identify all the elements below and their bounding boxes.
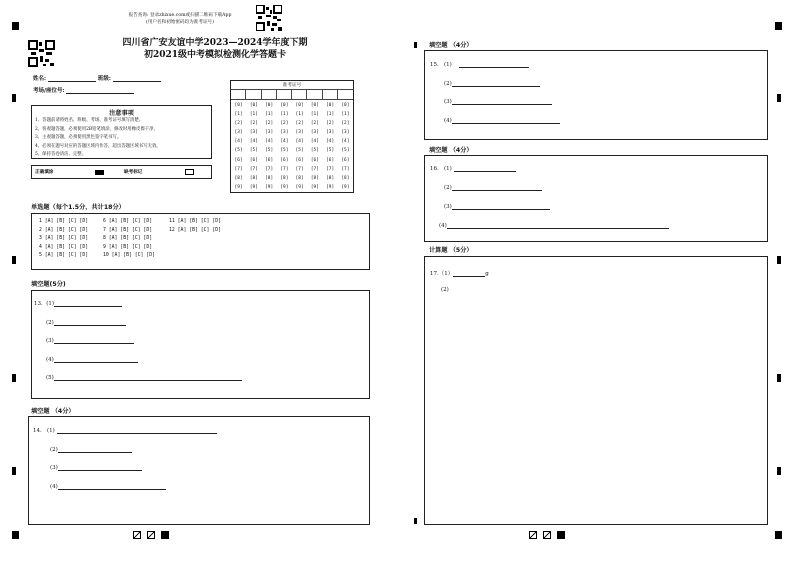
exam-number-digit-bubble[interactable]: [1]: [326, 112, 335, 118]
exam-number-digit-bubble[interactable]: [7]: [280, 166, 289, 172]
student-info-row-2: 考场/座位号:: [33, 86, 134, 94]
exam-number-digit-bubble[interactable]: [2]: [310, 121, 319, 127]
q15-part-2: (2): [444, 81, 540, 87]
exam-number-digit-bubble[interactable]: [2]: [249, 121, 258, 127]
exam-number-write-cell[interactable]: [338, 90, 353, 100]
exam-number-digit-bubble[interactable]: [4]: [341, 139, 350, 145]
q14-part-1: 14. (1): [33, 428, 217, 434]
exam-number-digit-bubble[interactable]: [5]: [326, 148, 335, 154]
exam-number-digit-bubble[interactable]: [3]: [234, 130, 243, 136]
footer-page-mark: [147, 531, 155, 539]
choice-row[interactable]: 6 [A] [B] [C] [D]: [103, 219, 153, 224]
exam-number-digit-bubble[interactable]: [6]: [249, 157, 258, 163]
q14-answer-2[interactable]: [58, 447, 132, 453]
choice-row[interactable]: 11 [A] [B] [C] [D]: [169, 219, 221, 224]
choice-row[interactable]: 5 [A] [B] [C] [D]: [39, 253, 89, 259]
q16-answer-box: [424, 155, 768, 242]
exam-number-column: [292, 101, 307, 192]
exam-number-column: [262, 101, 277, 192]
footer-page-mark: [161, 531, 169, 539]
notice-list: 1、答题前请将姓名、班级、考场、准考证号填写清楚。 2、客观题答题，必须使用2B铅笔填涂，修改时用橡皮擦干净。 3、主观题答题，必须使用黑色签字笔书写。 4、必须在题号对应的答题区域内作答，超出答题区域书写无效。 5、保持答卷清洁、完整。: [35, 118, 161, 158]
exam-number-digit-bubble[interactable]: [4]: [234, 139, 243, 145]
name-field[interactable]: [48, 76, 96, 82]
q15-part-1: 15. (1): [430, 62, 529, 68]
exam-number-column: [231, 101, 246, 192]
exam-number-digit-bubble[interactable]: [8]: [280, 175, 289, 181]
exam-number-digit-bubble[interactable]: [0]: [341, 103, 350, 108]
exam-number-digit-bubble[interactable]: [2]: [234, 121, 243, 127]
choice-column-1: [39, 218, 88, 261]
exam-number-digit-bubble[interactable]: [0]: [326, 103, 335, 108]
exam-number-digit-bubble[interactable]: [6]: [341, 157, 350, 163]
position-mark: [414, 518, 417, 524]
q17-answer-box: [424, 256, 768, 525]
exam-number-digit-bubble[interactable]: [3]: [265, 130, 274, 136]
q13-part-2: (2): [46, 320, 126, 326]
exam-number-digit-bubble[interactable]: [4]: [280, 139, 289, 145]
q16-answer-1[interactable]: [454, 166, 516, 172]
exam-number-digit-bubble[interactable]: [0]: [280, 103, 289, 108]
q16-part-2: (2): [444, 185, 542, 191]
exam-number-write-cell[interactable]: [323, 90, 338, 100]
exam-number-digit-bubble[interactable]: [9]: [265, 184, 274, 190]
top-notice: 报告查询: 登录zhixue.com或扫描二维码下载App (用户名和初始密码均为准考证号): [128, 13, 232, 25]
exam-number-write-cell[interactable]: [246, 90, 261, 100]
q15-answer-box: [424, 50, 768, 140]
exam-number-digit-bubble[interactable]: [3]: [310, 130, 319, 136]
q13-answer-5[interactable]: [54, 375, 242, 381]
choice-row[interactable]: 3 [A] [B] [C] [D]: [39, 236, 89, 242]
exam-number-digit-bubble[interactable]: [4]: [265, 139, 274, 145]
position-mark: [777, 256, 781, 264]
q16-part-4: (4): [439, 223, 669, 229]
q16-answer-4[interactable]: [447, 223, 669, 229]
exam-number-digit-bubble[interactable]: [3]: [341, 130, 350, 136]
q13-answer-box: [31, 290, 370, 399]
exam-number-column: [338, 101, 353, 192]
exam-number-digit-bubble[interactable]: [0]: [234, 103, 243, 108]
exam-number-grid[interactable]: [231, 101, 353, 192]
q14-part-3: (3): [50, 465, 142, 471]
exam-number-digit-bubble[interactable]: [7]: [234, 166, 243, 172]
exam-number-write-cell[interactable]: [292, 90, 307, 100]
exam-number-write-cell[interactable]: [277, 90, 292, 100]
exam-number-write-cell[interactable]: [231, 90, 246, 100]
q15-answer-4[interactable]: [452, 118, 560, 124]
notice-title: 注意事项: [109, 110, 134, 117]
exam-number-digit-bubble[interactable]: [7]: [310, 166, 319, 172]
exam-number-digit-bubble[interactable]: [9]: [341, 184, 350, 190]
q14-part-2: (2): [50, 447, 132, 453]
choice-row[interactable]: 1 [A] [B] [C] [D]: [39, 219, 89, 224]
exam-number-digit-bubble[interactable]: [6]: [326, 157, 335, 163]
q13-answer-3[interactable]: [54, 338, 134, 344]
position-mark: [12, 467, 16, 475]
q13-part-4: (4): [46, 357, 138, 363]
exam-number-write-cell[interactable]: [307, 90, 322, 100]
position-mark: [775, 22, 782, 30]
filled-example-mark: [95, 170, 104, 175]
q15-answer-2[interactable]: [452, 81, 540, 87]
exam-number-column: [323, 101, 338, 192]
exam-number-digit-bubble[interactable]: [6]: [295, 157, 304, 163]
student-qr-code: [28, 40, 55, 67]
exam-number-digit-bubble[interactable]: [5]: [310, 148, 319, 154]
q13-answer-4[interactable]: [54, 357, 138, 363]
position-mark: [777, 467, 781, 475]
exam-number-digit-bubble[interactable]: [4]: [310, 139, 319, 145]
exam-number-digit-bubble[interactable]: [9]: [280, 184, 289, 190]
class-field[interactable]: [113, 76, 161, 82]
exam-number-digit-bubble[interactable]: [7]: [265, 166, 274, 172]
q14-answer-1[interactable]: [57, 428, 217, 434]
exam-number-digit-bubble[interactable]: [0]: [249, 103, 258, 108]
choice-column-2: [103, 218, 155, 261]
q15-answer-3[interactable]: [452, 99, 552, 105]
position-mark: [414, 42, 417, 48]
exam-number-digit-bubble[interactable]: [7]: [249, 166, 258, 172]
exam-number-digit-bubble[interactable]: [5]: [295, 148, 304, 154]
exam-number-digit-bubble[interactable]: [1]: [234, 112, 243, 118]
exam-number-digit-bubble[interactable]: [2]: [265, 121, 274, 127]
exam-number-digit-bubble[interactable]: [6]: [280, 157, 289, 163]
exam-number-digit-bubble[interactable]: [5]: [249, 148, 258, 154]
q17-section-title: 计算题 （5分）: [429, 247, 473, 254]
exam-number-digit-bubble[interactable]: [3]: [295, 130, 304, 136]
download-qr-code[interactable]: [256, 5, 282, 31]
exam-number-digit-bubble[interactable]: [8]: [310, 175, 319, 181]
exam-number-write-cell[interactable]: [262, 90, 277, 100]
q15-section-title: 填空题 （4分）: [429, 42, 473, 49]
exam-number-digit-bubble[interactable]: [0]: [310, 103, 319, 108]
exam-number-digit-bubble[interactable]: [5]: [280, 148, 289, 154]
exam-number-digit-bubble[interactable]: [4]: [326, 139, 335, 145]
q17-answer-1[interactable]: [453, 271, 485, 277]
exam-number-digit-bubble[interactable]: [1]: [265, 112, 274, 118]
position-mark: [777, 94, 781, 102]
exam-number-digit-bubble[interactable]: [8]: [341, 175, 350, 181]
footer-page-mark: [133, 531, 141, 539]
absent-mark-box[interactable]: [185, 169, 194, 175]
choice-row[interactable]: 4 [A] [B] [C] [D]: [39, 244, 89, 250]
position-mark: [775, 531, 782, 539]
q15-answer-1[interactable]: [459, 62, 529, 68]
exam-number-digit-bubble[interactable]: [1]: [310, 112, 319, 118]
q14-answer-3[interactable]: [58, 465, 142, 471]
exam-number-digit-bubble[interactable]: [5]: [234, 148, 243, 154]
exam-number-digit-bubble[interactable]: [0]: [265, 103, 274, 108]
student-info-row-1: 姓名: 班级:: [33, 74, 161, 82]
q14-answer-4[interactable]: [58, 484, 166, 490]
q16-part-1: 16. (1): [430, 166, 516, 172]
fill-example-box: 正确填涂 缺考标记: [31, 165, 212, 179]
exam-number-digit-bubble[interactable]: [4]: [249, 139, 258, 145]
q16-answer-3[interactable]: [452, 204, 550, 210]
q13-answer-1[interactable]: [54, 301, 122, 307]
footer-page-mark: [529, 531, 537, 539]
footer-page-mark: [543, 531, 551, 539]
position-mark: [12, 531, 19, 539]
exam-number-digit-bubble[interactable]: [5]: [341, 148, 350, 154]
q13-part-1: 13. (1): [34, 301, 122, 307]
choice-row[interactable]: 7 [A] [B] [C] [D]: [103, 227, 153, 233]
q14-part-4: (4): [50, 484, 166, 490]
position-mark: [12, 22, 19, 30]
q16-answer-2[interactable]: [452, 185, 542, 191]
choice-row[interactable]: 9 [A] [B] [C] [D]: [103, 244, 153, 250]
exam-number-digit-bubble[interactable]: [4]: [295, 139, 304, 145]
q14-answer-box: [28, 416, 370, 525]
exam-number-column: [277, 101, 292, 192]
exam-number-write-row[interactable]: [231, 90, 353, 100]
exam-number-digit-bubble[interactable]: [9]: [295, 184, 304, 190]
choice-row[interactable]: 2 [A] [B] [C] [D]: [39, 227, 89, 233]
notice-box: [31, 105, 212, 159]
exam-number-digit-bubble[interactable]: [2]: [341, 121, 350, 127]
footer-page-mark: [557, 531, 565, 539]
exam-number-digit-bubble[interactable]: [7]: [341, 166, 350, 172]
exam-number-digit-bubble[interactable]: [1]: [295, 112, 304, 118]
exam-number-digit-bubble[interactable]: [3]: [326, 130, 335, 136]
single-choice-title: 单选题（每个1.5分，共计18分）: [31, 204, 125, 211]
exam-number-digit-bubble[interactable]: [1]: [280, 112, 289, 118]
exam-number-column: [307, 101, 322, 192]
exam-title: 四川省广安友谊中学2023—2024学年度下期 初2021级中考模拟检测化学答题卡: [122, 38, 308, 60]
choice-row[interactable]: 12 [A] [B] [C] [D]: [169, 227, 221, 233]
exam-number-digit-bubble[interactable]: [1]: [249, 112, 258, 118]
exam-number-digit-bubble[interactable]: [8]: [249, 175, 258, 181]
exam-number-digit-bubble[interactable]: [8]: [234, 175, 243, 181]
single-choice-box: [31, 213, 370, 270]
exam-number-digit-bubble[interactable]: [3]: [280, 130, 289, 136]
exam-number-digit-bubble[interactable]: [9]: [249, 184, 258, 190]
exam-number-digit-bubble[interactable]: [8]: [295, 175, 304, 181]
exam-number-digit-bubble[interactable]: [2]: [280, 121, 289, 127]
q13-part-3: (3): [46, 338, 134, 344]
exam-number-digit-bubble[interactable]: [9]: [310, 184, 319, 190]
q17-part-2: (2): [441, 287, 449, 293]
exam-number-digit-bubble[interactable]: [7]: [326, 166, 335, 172]
room-seat-field[interactable]: [66, 88, 134, 94]
exam-number-digit-bubble[interactable]: [8]: [265, 175, 274, 181]
q13-section-title: 填空题(5分): [31, 281, 66, 288]
q14-section-title: 填空题 （4分）: [31, 408, 75, 415]
exam-number-digit-bubble[interactable]: [0]: [295, 103, 304, 108]
exam-number-digit-bubble[interactable]: [3]: [249, 130, 258, 136]
position-mark: [12, 374, 16, 382]
q17-part-1: 17.（1） g: [430, 271, 489, 277]
exam-number-digit-bubble[interactable]: [8]: [326, 175, 335, 181]
position-mark: [12, 256, 16, 264]
exam-number-column: [246, 101, 261, 192]
choice-row[interactable]: 8 [A] [B] [C] [D]: [103, 236, 153, 242]
exam-number-digit-bubble[interactable]: [9]: [326, 184, 335, 190]
q13-answer-2[interactable]: [54, 320, 126, 326]
q16-part-3: (3): [444, 204, 550, 210]
choice-column-3: [169, 218, 221, 235]
exam-number-digit-bubble[interactable]: [9]: [234, 184, 243, 190]
q13-part-5: (5): [46, 375, 242, 381]
exam-number-digit-bubble[interactable]: [6]: [265, 157, 274, 163]
q16-section-title: 填空题 （4分）: [429, 147, 473, 154]
exam-number-digit-bubble[interactable]: [5]: [265, 148, 274, 154]
exam-number-digit-bubble[interactable]: [2]: [295, 121, 304, 127]
exam-number-digit-bubble[interactable]: [7]: [295, 166, 304, 172]
q15-part-3: (3): [444, 99, 552, 105]
exam-number-digit-bubble[interactable]: [6]: [310, 157, 319, 163]
position-mark: [12, 94, 16, 102]
position-mark: [777, 374, 781, 382]
exam-number-digit-bubble[interactable]: [6]: [234, 157, 243, 163]
exam-number-digit-bubble[interactable]: [2]: [326, 121, 335, 127]
exam-number-digit-bubble[interactable]: [1]: [341, 112, 350, 118]
q15-part-4: (4): [444, 118, 560, 124]
exam-number-title: 准考证号: [230, 81, 354, 90]
choice-row[interactable]: 10 [A] [B] [C] [D]: [103, 253, 155, 259]
